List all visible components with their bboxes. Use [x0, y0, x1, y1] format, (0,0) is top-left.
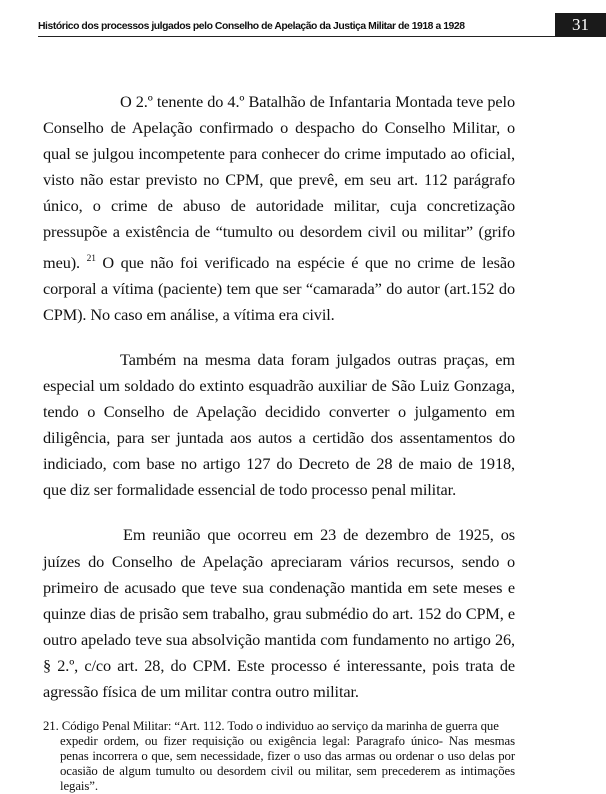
- footnote-first-line: 21. Código Penal Militar: “Art. 112. Todo o individuo ao serviço da marinha de guerra que: [43, 719, 499, 733]
- paragraph-2-text: Também na mesma data foram julgados outras praças, em especial um soldado do extinto esquadrão auxiliar de São Luiz Gonzaga, tendo o Conselho de Apelação decidido converter o julgamento em diligência, para ser juntada aos autos a certidão dos assentamentos do indiciado, com base no artigo 127 do Decreto de 28 de maio de 1918, que diz ser formalidade essencial de todo processo penal militar.: [43, 349, 515, 500]
- footnote: [43, 719, 515, 794]
- footnote-reference[interactable]: 21: [86, 253, 96, 264]
- paragraph-1-text: O 2.º tenente do 4.º Batalhão de Infantaria Montada teve pelo Conselho de Apelação confirmado o despacho do Conselho Militar, o qual se julgou incompetente para conhecer do crime imputado ao oficial, visto não estar previsto no CPM, que prevê, em seu art. 112 parágrafo único, o crime de abuso de autoridade militar, cuja concretização pressupõe a existência de “tumulto ou desordem civil ou militar” (grifo meu).: [43, 92, 515, 272]
- header-rule: [38, 36, 556, 37]
- body-text: [43, 89, 515, 705]
- page-number: 31: [555, 13, 606, 37]
- paragraph-2: [43, 347, 515, 504]
- paragraph-1-text-cont: O que não foi verificado na espécie é que no crime de lesão corporal a vítima (paciente) tem que ser “camarada” do autor (art.152 do CPM). No caso em análise, a vítima era civil.: [43, 252, 516, 324]
- paragraph-3: [43, 522, 515, 705]
- paragraph-3-text: Em reunião que ocorreu em 23 de dezembro de 1925, os juízes do Conselho de Apelação apreciaram vários recursos, sendo o primeiro de acusado que teve sua condenação mantida em sete meses e quinze dias de prisão sem trabalho, grau submédio do art. 152 do CPM, e outro apelado teve sua absolvição mantida com fundamento no artigo 26, § 2.º, c/co art. 28, do CPM. Este processo é interessante, pois trata de agressão física de um militar contra outro militar.: [43, 525, 515, 701]
- paragraph-1: [43, 89, 515, 328]
- footnote-continuation: expedir ordem, ou fizer requisição ou exigência legal: Paragrafo único- Nas mesmas penas incorrera o que, sem necessidade, fizer o uso das armas ou ordenar o uso delas por ocasião de algum tumulto ou desordem civil ou militar, sem precederem as intimações legais”.: [60, 734, 515, 793]
- running-header: Histórico dos processos julgados pelo Conselho de Apelação da Justiça Militar de 1918 a 1928: [38, 21, 465, 32]
